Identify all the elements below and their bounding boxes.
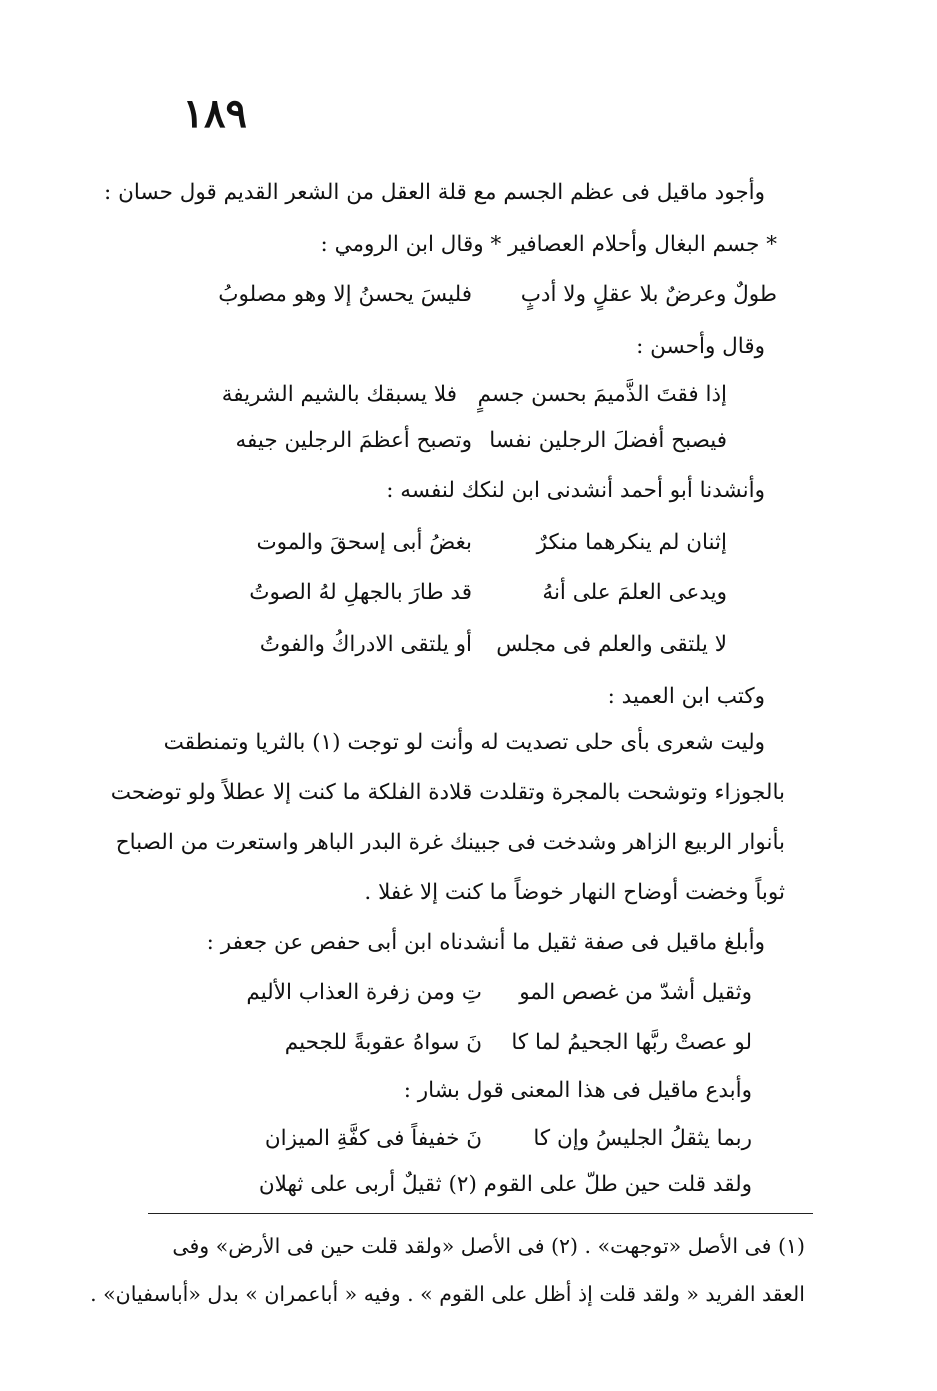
text-line: بالجوزاء وتوشحت بالمجرة وتقلدت قلادة الفلكة ما كنت إلا عطلاً ولو توضحت <box>110 780 785 805</box>
verse-second-hemistich: بغضُ أبى إسحقَ والموت <box>256 530 472 555</box>
text-line: وقال وأحسن : <box>636 334 765 359</box>
verse-first-hemistich: ويدعى العلمَ على أنهُ <box>542 580 727 605</box>
verse-first-hemistich: ربما يثقلُ الجليسُ وإن كا <box>533 1126 752 1151</box>
verse-first-hemistich: لا يلتقى والعلم فى مجلس <box>496 632 727 657</box>
text-line: وأبدع ماقيل فى هذا المعنى قول بشار : <box>403 1078 752 1103</box>
footnote-line: (١) فى الأصل «توجهت» . (٢) فى الأصل «ولقد قلت حين فى الأرض» وفى <box>172 1234 805 1258</box>
text-line: وأنشدنا أبو أحمد أنشدنى ابن لنكك لنفسه : <box>386 478 765 503</box>
text-line: بأنوار الربيع الزاهر وشدخت فى جبينك غرة البدر الباهر واستعرت من الصباح <box>115 830 785 855</box>
verse-first-hemistich: طولٌ وعرضٌ بلا عقلٍ ولا أدبٍ <box>520 282 777 307</box>
footnote-line: العقد الفريد « ولقد قلت إذ أظل على القوم » . وفيه « أباعمران » بدل «أباسفيان» . <box>90 1282 805 1306</box>
text-line: وليت شعرى بأى حلى تصديت له وأنت لو توجت (١) بالثريا وتمنطقت <box>163 730 765 755</box>
text-line: وأبلغ ماقيل فى صفة ثقيل ما أنشدناه ابن أبى حفص عن جعفر : <box>206 930 765 955</box>
verse-first-hemistich: لو عصتْ ربَّها الجحيمُ لما كا <box>511 1030 752 1055</box>
page-number: ١٨٩ <box>182 90 247 137</box>
verse-first-hemistich: ولقد قلت حين طلّ على القو <box>498 1172 752 1197</box>
verse-second-hemistich: فلا يسبقك بالشيم الشريفة <box>221 382 457 407</box>
text-line: ثوباً وخضت أوضاح النهار خوضاً ما كنت إلا غفلا . <box>364 880 785 905</box>
footnote-divider <box>148 1213 813 1214</box>
verse-second-hemistich: م (٢) ثقيلٌ أربى على ثهلان <box>258 1172 497 1197</box>
verse-second-hemistich: نَ خفيفاً فى كفَّةِ الميزان <box>264 1126 482 1151</box>
verse-second-hemistich: فليسَ يحسنُ إلا وهو مصلوبُ <box>218 282 472 307</box>
text-line: وأجود ماقيل فى عظم الجسم مع قلة العقل من الشعر القديم قول حسان : <box>104 180 765 205</box>
verse-second-hemistich: وتصبح أعظمَ الرجلين جيفه <box>235 428 472 453</box>
verse-first-hemistich: إثنان لم ينكرهما منكرٌ <box>536 530 727 555</box>
verse-second-hemistich: تِ ومن زفرة العذاب الأليم <box>246 980 482 1005</box>
verse-second-hemistich: قد طارَ بالجهلِ لهُ الصوتُ <box>249 580 472 605</box>
verse-second-hemistich: نَ سواهُ عقوبةً للجحيم <box>284 1030 482 1055</box>
verse-first-hemistich: فيصبح أفضلَ الرجلين نفسا <box>489 428 727 453</box>
verse-first-hemistich: وثقيل أشدّ من غصص المو <box>519 980 752 1005</box>
text-line: وكتب ابن العميد : <box>607 684 765 709</box>
verse-second-hemistich: أو يلتقى الادراكُ والفوتُ <box>259 632 472 657</box>
verse-first-hemistich: إذا فقتَ الذَّميمَ بحسن جسمٍ <box>477 382 727 407</box>
text-line: * جسم البغال وأحلام العصافير * وقال ابن الرومي : <box>320 232 777 257</box>
